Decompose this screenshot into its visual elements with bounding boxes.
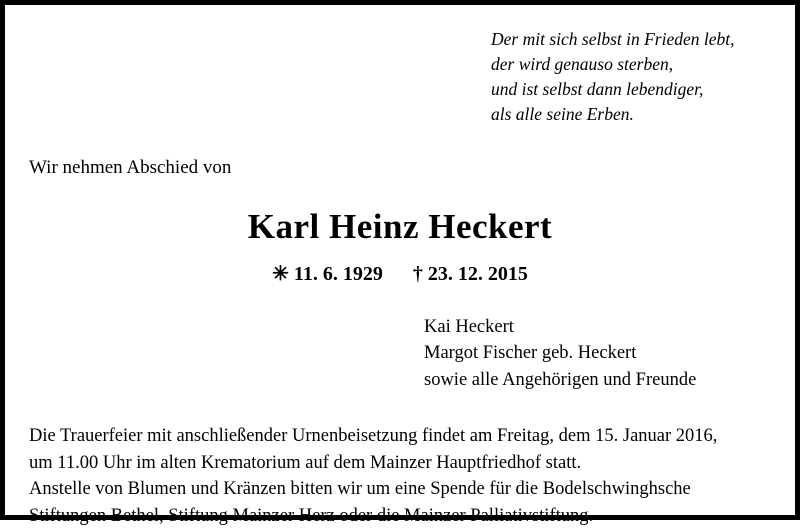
funeral-details xyxy=(29,423,771,530)
detail-line-2: um 11.00 Uhr im alten Krematorium auf dem Mainzer Hauptfriedhof statt. xyxy=(29,452,582,473)
death-date: 23. 12. 2015 xyxy=(427,263,528,286)
detail-line-1: Die Trauerfeier mit anschließender Urnenbeisetzung findet am Freitag, dem 15. Januar 2016, xyxy=(29,425,718,446)
deceased-name: Karl Heinz Heckert xyxy=(247,207,553,247)
verse-line-2: der wird genauso sterben, xyxy=(491,53,674,74)
death-cross-icon: † xyxy=(412,263,423,286)
birth-date: 11. 6. 1929 xyxy=(293,263,383,286)
survivor-line-3: sowie alle Angehörigen und Freunde xyxy=(424,369,697,390)
detail-line-4: Stiftungen Bethel, Stiftung Mainzer Herz oder die Mainzer Palliativstiftung. xyxy=(29,506,594,527)
birth-star-icon: ✳ xyxy=(272,263,289,286)
survivor-line-2: Margot Fischer geb. Heckert xyxy=(424,343,637,364)
detail-line-3: Anstelle von Blumen und Kränzen bitten wir um eine Spende für die Bodelschwinghsche xyxy=(29,479,691,500)
verse-line-3: und ist selbst dann lebendiger, xyxy=(491,78,704,99)
farewell-line: Wir nehmen Abschied von xyxy=(29,157,232,179)
life-dates xyxy=(29,261,771,286)
survivors-list xyxy=(29,314,771,393)
survivor-line-1: Kai Heckert xyxy=(424,317,514,338)
verse-line-4: als alle seine Erben. xyxy=(491,103,634,124)
verse-line-1: Der mit sich selbst in Frieden lebt, xyxy=(491,29,735,49)
memorial-verse xyxy=(29,27,771,126)
